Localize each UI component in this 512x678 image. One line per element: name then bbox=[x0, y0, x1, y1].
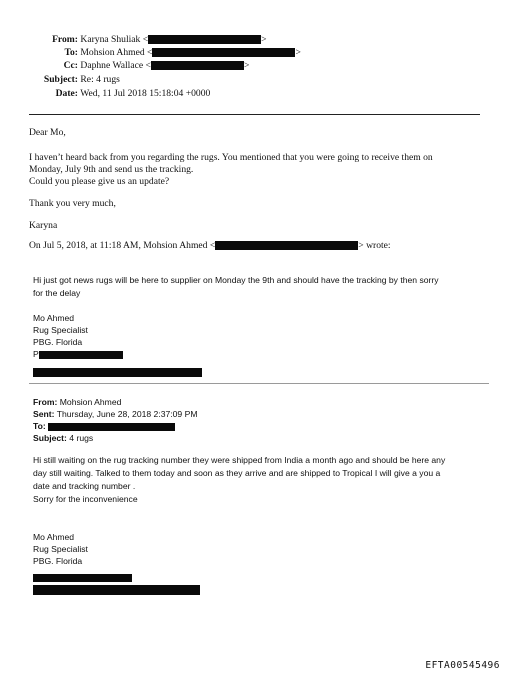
from-label: From: bbox=[52, 34, 78, 45]
sig-redaction bbox=[33, 581, 200, 599]
body-line: Monday, July 9th and send us the tracking. bbox=[29, 164, 194, 175]
redaction-bar bbox=[48, 423, 175, 431]
signature-name: Karyna bbox=[29, 220, 58, 231]
sig-location: PBG. Florida bbox=[33, 556, 83, 566]
subject-label: Subject: bbox=[43, 74, 78, 85]
sig-redaction bbox=[33, 363, 202, 381]
quoted-line: Hi still waiting on the rug tracking number they were shipped from India a month ago and should be here any bbox=[33, 455, 446, 465]
body-line: I haven’t heard back from you regarding the rugs. You mentioned that you were going to receive them on bbox=[29, 152, 433, 163]
cc-value: Daphne Wallace < bbox=[80, 60, 151, 71]
date-value: Wed, 11 Jul 2018 15:18:04 +0000 bbox=[80, 88, 211, 99]
redaction-bar bbox=[39, 351, 123, 359]
q2-subject-row: Subject: 4 rugs bbox=[33, 433, 94, 443]
quote-divider bbox=[29, 383, 489, 384]
redaction-bar bbox=[33, 368, 202, 377]
quote-intro: On Jul 5, 2018, at 11:18 AM, Mohsion Ahmed < > wrote: bbox=[29, 240, 391, 251]
redaction-bar bbox=[215, 241, 358, 250]
to-label: To: bbox=[64, 47, 78, 58]
redaction-bar bbox=[148, 35, 261, 44]
q2-from-row: From: Mohsion Ahmed bbox=[33, 397, 122, 407]
body-line: Could you please give us an update? bbox=[29, 176, 170, 187]
quoted-line: day still waiting. Talked to them today and soon as they arrive and are shipped to Tropical I will give a you a bbox=[33, 468, 441, 478]
date-label: Date: bbox=[55, 88, 78, 99]
date-row bbox=[38, 88, 210, 99]
redaction-bar bbox=[151, 61, 244, 70]
redaction-bar bbox=[152, 48, 295, 57]
sig-location: PBG. Florida bbox=[33, 337, 83, 347]
sig-name: Mo Ahmed bbox=[33, 313, 75, 323]
quoted-line: date and tracking number . bbox=[33, 481, 136, 491]
redaction-bar bbox=[33, 585, 200, 595]
document-id: EFTA00545496 bbox=[425, 660, 500, 671]
from-value: Karyna Shuliak < bbox=[80, 34, 149, 45]
quoted-line: for the delay bbox=[33, 288, 81, 298]
sig-phone: P bbox=[33, 349, 123, 359]
quoted-line: Hi just got news rugs will be here to supplier on Monday the 9th and should have the tracking by then sorry bbox=[33, 275, 439, 285]
q2-sent-row: Sent: Thursday, June 28, 2018 2:37:09 PM bbox=[33, 409, 198, 419]
sig-title: Rug Specialist bbox=[33, 544, 88, 554]
cc-label: Cc: bbox=[63, 60, 78, 71]
q2-to-row: To: bbox=[33, 421, 175, 431]
to-value: Mohsion Ahmed < bbox=[80, 47, 153, 58]
sig-title: Rug Specialist bbox=[33, 325, 88, 335]
header-divider bbox=[29, 114, 480, 115]
from-row: From: Karyna Shuliak < > bbox=[38, 34, 267, 45]
quoted-line: Sorry for the inconvenience bbox=[33, 494, 138, 504]
greeting: Dear Mo, bbox=[29, 127, 66, 138]
sig-name: Mo Ahmed bbox=[33, 532, 75, 542]
subject-value: Re: 4 rugs bbox=[80, 74, 120, 85]
to-row: To: Mohsion Ahmed < > bbox=[38, 47, 301, 58]
closing: Thank you very much, bbox=[29, 198, 116, 209]
cc-row: Cc: Daphne Wallace < > bbox=[38, 60, 249, 71]
subject-row bbox=[38, 74, 120, 85]
